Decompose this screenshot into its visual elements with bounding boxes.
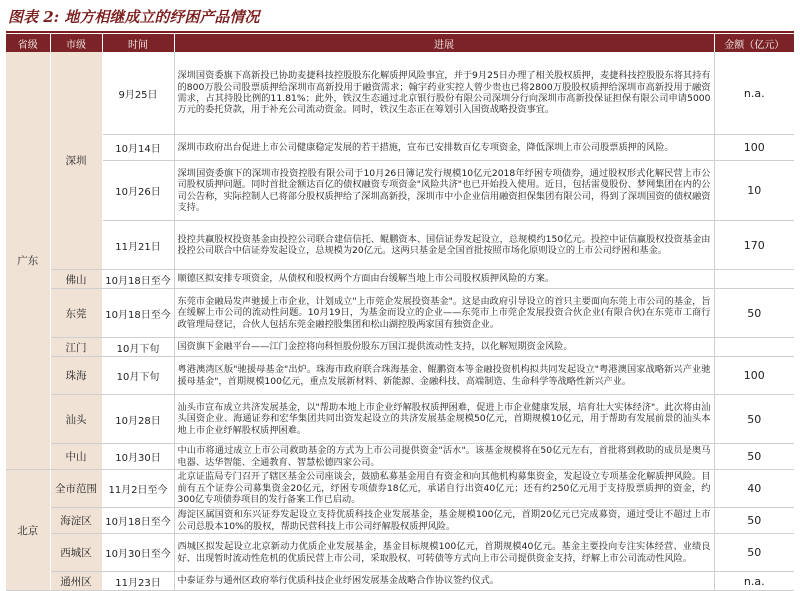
progress-cell: 中山市将通过成立上市公司救助基金的方式为上市公司提供资金"活水"。该基金规模将在50亿元左右，首批将到救助的成员是奥马电器、达华智能、全通教育、智慧松德四家公司。 [174,444,714,470]
city-cell: 海淀区 [50,508,102,534]
progress-cell: 深圳国资委旗下的深圳市投资控股有限公司于10月26日簿记发行规模10亿元2018年纾困专项债券，通过股权形式化解民营上市公司股权质押问题。同时首批金额达百亿的债权融资专项资金"风险共济"也已开始投入使用。近日，包括雷曼股份、梦网集团在内的公司公告称，实际控制人已将部分股权质押给了深圳高新投，深圳市中小企业信用融资担保集团有限公司，得到了深圳国资的债权融资支持。 [174,161,714,221]
amount-cell: 10 [714,161,794,221]
figure-title: 图表 2: 地方相继成立的纾困产品情况 [8,8,260,26]
time-cell: 11月2日至今 [102,470,174,508]
progress-cell: 深圳国资委旗下高新投已协助麦捷科技控股股东化解质押风险事宜，并于9月25日办理了相关股权质押，麦捷科技控股股东将其持有的800万股公司股票质押给深圳市高新投用于融资需求；翰宇药业实控人曾少贵也已将2800万股股权质押给深圳市高新投用于融资需求，占其持股比例的11.81%；此外，铁汉生态通过北京银行股份有限公司深圳分行向深圳市高新投保证担保有限公司申请5000万元的委托贷款，用于补充公司流动资金。同时，铁汉生态正在筹划引入国资战略投资事宜。 [174,52,714,135]
city-cell: 汕头 [50,395,102,444]
city-cell: 深圳 [50,52,102,270]
header-city: 市级 [50,34,102,52]
amount-cell [714,338,794,357]
progress-cell: 东莞市金融局发声驰援上市企业，计划成立"上市莞企发展投资基金"。这是由政府引导设立的首只主要面向东莞上市公司的基金，旨在缓解上市公司的流动性问题。10月19日，为基金而设立的企业——东莞市上市莞企发展投资合伙企业(有限合伙)在东莞市工商行政管理局登记，合伙人包括东莞金融控股集团和松山湖控股两家国有独资企业。 [174,289,714,338]
table-row [6,395,794,444]
city-cell: 江门 [50,338,102,357]
progress-cell: 北京证监局专门召开了辖区基金公司座谈会，鼓励私募基金用自有资金和向其他机构募集资金，发起设立专项基金化解质押风险。目前有五个证券公司募集资金20亿元，纾困专项债券18亿元，承诺自行出资40亿元；还有约250亿元用于支持股票质押的资金，约300亿专项债券项目的发行备案工作已启动。 [174,470,714,508]
amount-cell: 50 [714,395,794,444]
city-cell: 西城区 [50,534,102,572]
relief-fund-table [6,34,794,591]
table-row [6,534,794,572]
header-time: 时间 [102,34,174,52]
progress-cell: 投控共赢股权投资基金由投控公司联合建信信托、鲲鹏资本、国信证券发起设立，总规模约150亿元。投控中证信赢股权投资基金由投控公司联合中信证券发起设立，总规模为20亿元。这两只基金是全国首批按照市场化原则设立的上市公司纾困和基金。 [174,221,714,270]
table-row [6,161,794,221]
progress-cell: 中泰证券与通州区政府举行优质科技企业纾困发展基金战略合作协议签约仪式。 [174,572,714,591]
progress-cell: 国资旗下金融平台——江门金控将向科恒股份股东万国江提供流动性支持，以化解短期资金风险。 [174,338,714,357]
time-cell: 9月25日 [102,52,174,135]
time-cell: 11月21日 [102,221,174,270]
progress-cell: 汕头市宣布成立共济发展基金，以"帮助本地上市企业纾解股权质押困难，促进上市企业健康发展，培育壮大实体经济"。此次将由汕头国资企业、海通证券和宏华集团共同出资发起设立的共济发展基金规模50亿元，首期规模10亿元，用于帮助有发展前景的汕头本地上市企业纾解股权质押困难。 [174,395,714,444]
time-cell: 10月18日至今 [102,270,174,289]
header-province: 省级 [6,34,50,52]
time-cell: 10月26日 [102,161,174,221]
city-cell: 通州区 [50,572,102,591]
amount-cell: n.a. [714,572,794,591]
table-row [6,135,794,161]
progress-cell: 顺德区拟安排专项资金，从债权和股权两个方面由台缓解当地上市公司股权质押风险的方案。 [174,270,714,289]
table-row [6,470,794,508]
time-cell: 10月下旬 [102,338,174,357]
time-cell: 11月23日 [102,572,174,591]
table-row [6,221,794,270]
city-cell: 佛山 [50,270,102,289]
city-cell: 珠海 [50,357,102,395]
amount-cell: 170 [714,221,794,270]
time-cell: 10月14日 [102,135,174,161]
amount-cell: 50 [714,444,794,470]
time-cell: 10月28日 [102,395,174,444]
table-row [6,508,794,534]
header-row [6,34,794,52]
amount-cell: 100 [714,357,794,395]
table-row [6,338,794,357]
title-rule [6,31,794,33]
amount-cell [714,270,794,289]
amount-cell: 40 [714,470,794,508]
table-row [6,289,794,338]
table-row [6,357,794,395]
header-amount: 金额（亿元） [714,34,794,52]
table-row [6,270,794,289]
amount-cell: 50 [714,508,794,534]
amount-cell: 100 [714,135,794,161]
city-cell: 全市范围 [50,470,102,508]
time-cell: 10月下旬 [102,357,174,395]
amount-cell: 50 [714,534,794,572]
table-row [6,572,794,591]
progress-cell: 海淀区属国资和东兴证券发起设立支持优质科技企业发展基金，基金规模100亿元，首期20亿元已完成募资，通过受让不超过上市公司总股本10%的股权，帮助民营科技上市公司纾解股权质押风险。 [174,508,714,534]
header-progress: 进展 [174,34,714,52]
progress-cell: 深圳市政府出台促进上市公司健康稳定发展的若干措施，宣布已安排数百亿专项资金，降低深圳上市公司股票质押的风险。 [174,135,714,161]
amount-cell: n.a. [714,52,794,135]
city-cell: 中山 [50,444,102,470]
table-row [6,444,794,470]
table-row [6,52,794,135]
amount-cell: 50 [714,289,794,338]
progress-cell: 西城区拟发起设立北京新动力优质企业发展基金，基金目标规模100亿元，首期规模40亿元。基金主要投向专注实体经营、业绩良好、出现暂时流动性危机的优质民营上市公司，采取股权、可转债等方式向上市公司提供资金支持，纾解上市公司流动性风险。 [174,534,714,572]
time-cell: 10月18日至今 [102,508,174,534]
city-cell: 东莞 [50,289,102,338]
time-cell: 10月30日 [102,444,174,470]
province-cell: 广东 [6,52,50,470]
province-cell: 北京 [6,470,50,591]
time-cell: 10月30日至今 [102,534,174,572]
time-cell: 10月18日至今 [102,289,174,338]
progress-cell: 粤港澳湾区版"驰援母基金"出炉。珠海市政府联合珠海基金、鲲鹏资本等金融投资机构拟共同发起设立"粤港澳国家战略新兴产业驰援母基金"，首期规模100亿元，重点发展新材料、新能源、金融科技、高端制造、生命科学等战略性新兴产业。 [174,357,714,395]
